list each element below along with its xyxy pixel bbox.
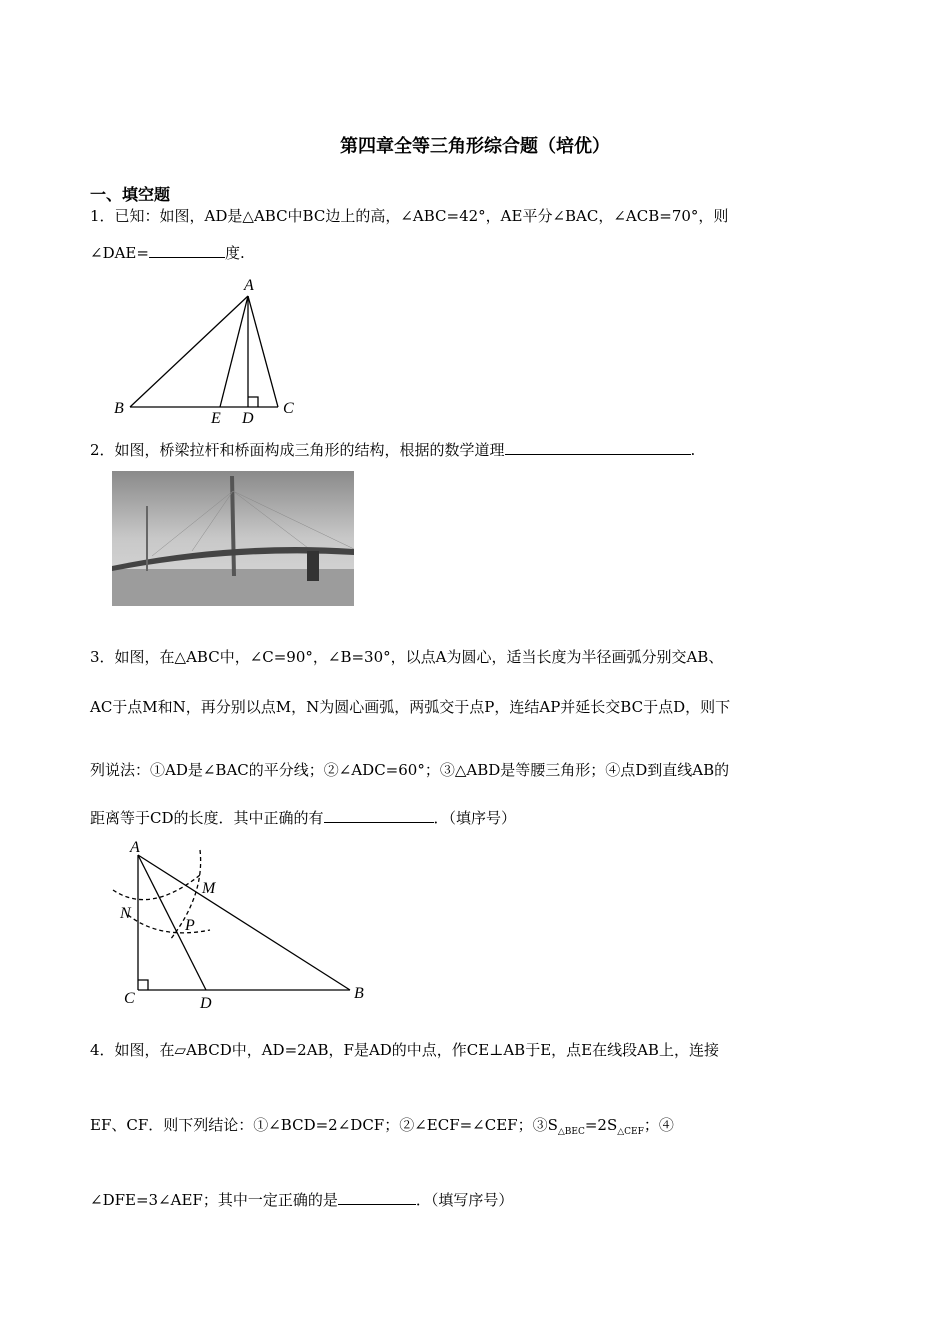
q3-end: ．（填序号） [433,809,517,827]
bridge-image [112,471,354,606]
q1-triangle-figure [130,296,278,407]
page-title: 第四章全等三角形综合题（培优） [340,136,610,157]
q3-label-d: D [200,995,212,1012]
q3-label-b: B [354,985,364,1002]
answer-blank [505,440,691,455]
q1-label-d: D [242,410,254,427]
q4-sub2: △CEF [617,1127,644,1137]
bridge-photo [112,471,354,606]
q3-label-p: P [185,917,195,934]
answer-blank [324,808,434,823]
q4-text: ∠DFE=3∠AEF；其中一定正确的是 [90,1191,338,1209]
q3-line2: AC于点M和N，再分别以点M，N为圆心画弧，两弧交于点P，连结AP并延长交BC于点D，则下 [90,698,731,716]
answer-blank [338,1190,416,1205]
q1-line1: 1．已知：如图，AD是△ABC中BC边上的高，∠ABC=42°，AE平分∠BAC，∠ACB=70°，则 [90,207,729,225]
q4-end: ．（填写序号） [415,1191,514,1209]
q1-label-c: C [283,400,294,417]
q2-end: . [690,441,696,459]
q4-line2 [90,1115,674,1142]
q2-line1 [90,440,695,460]
q4-text-c: ；④ [643,1116,674,1134]
q3-line1: 3．如图，在△ABC中，∠C=90°，∠B=30°，以点A为圆心，适当长度为半径画弧分别交AB、 [90,648,724,666]
q1-label-b: B [114,400,124,417]
q3-line3: 列说法：①AD是∠BAC的平分线；②∠ADC=60°；③△ABD是等腰三角形；④点D到直线AB的 [90,761,730,779]
q4-line1: 4．如图，在▱ABCD中，AD=2AB，F是AD的中点，作CE⊥AB于E，点E在线段AB上，连接 [90,1041,719,1059]
q3-line4 [90,808,516,828]
q4-sub1: △BEC [557,1127,585,1137]
q1-unit: 度. [224,244,245,262]
q3-triangle-figure [113,850,350,990]
q3-label-c: C [124,990,135,1007]
q1-label-a: A [244,277,254,294]
q4-line3 [90,1190,513,1210]
q3-label-m: M [202,880,216,897]
q1-text: ∠DAE= [90,244,149,262]
q3-label-a: A [130,839,140,856]
q1-label-e: E [211,410,221,427]
q4-text-a: EF、CF．则下列结论：①∠BCD=2∠DCF；②∠ECF=∠CEF；③S [90,1116,558,1134]
q2-text: 2．如图，桥梁拉杆和桥面构成三角形的结构，根据的数学道理 [90,441,505,459]
q4-text-b: =2S [584,1116,618,1134]
q3-label-n: N [120,905,131,922]
q3-text: 距离等于CD的长度．其中正确的有 [90,809,324,827]
section-heading: 一、填空题 [90,185,171,204]
